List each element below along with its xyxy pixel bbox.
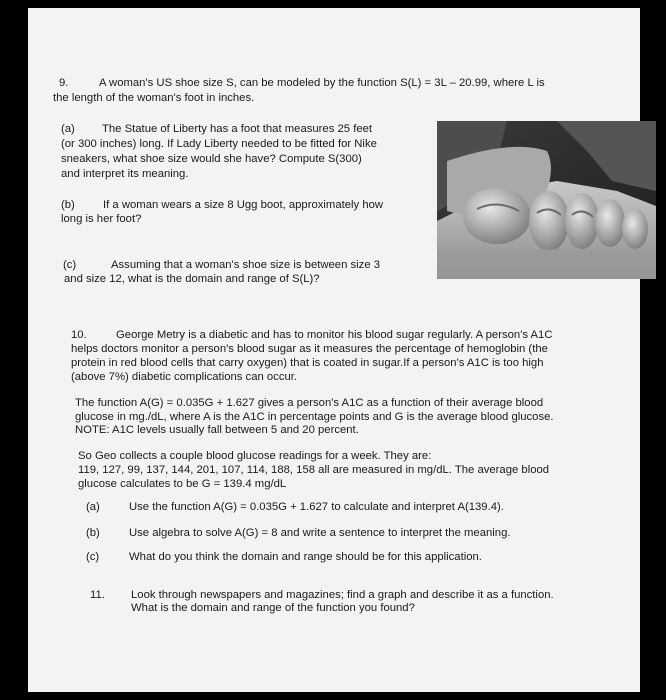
q10-a-text: Use the function A(G) = 0.035G + 1.627 to calculate and interpret A(139.4). xyxy=(129,501,504,513)
q9-intro-line1: A woman's US shoe size S, can be modeled by the function S(L) = 3L – 20.99, where L is xyxy=(99,77,545,89)
q10-p3-line3: glucose calculates to be G = 139.4 mg/dL xyxy=(78,478,287,490)
q9-a-label: (a) xyxy=(61,123,75,135)
q9-c-label: (c) xyxy=(63,259,77,271)
q9-b-label: (b) xyxy=(61,199,75,211)
q10-b-text: Use algebra to solve A(G) = 8 and write a sentence to interpret the meaning. xyxy=(129,527,511,539)
statue-foot-photo xyxy=(437,121,656,279)
q10-b-label: (b) xyxy=(86,527,100,539)
q9-c-line2: and size 12, what is the domain and range of S(L)? xyxy=(64,273,320,285)
q11-number: 11. xyxy=(90,589,105,601)
q9-b-line2: long is her foot? xyxy=(61,213,142,225)
q10-p2-line1: The function A(G) = 0.035G + 1.627 gives a person's A1C as a function of their average blood xyxy=(75,397,544,409)
q9-a-line4: and interpret its meaning. xyxy=(61,168,189,180)
q10-p3-line1: So Geo collects a couple blood glucose readings for a week. They are: xyxy=(78,450,432,462)
q10-p1-line3: protein in red blood cells that carry oxygen) that is coated in sugar.If a person's A1C is too high xyxy=(71,357,544,369)
q9-c-line1: Assuming that a woman's shoe size is between size 3 xyxy=(111,259,381,271)
q10-p3-line2: 119, 127, 99, 137, 144, 201, 107, 114, 188, 158 all are measured in mg/dL. The average blood xyxy=(78,464,550,476)
q10-c-label: (c) xyxy=(86,551,100,563)
q10-number: 10. xyxy=(71,329,87,341)
q11-line1: Look through newspapers and magazines; find a graph and describe it as a function. xyxy=(131,589,554,601)
q9-a-line3: sneakers, what shoe size would she have? Compute S(300) xyxy=(61,153,362,165)
q9-a-line2: (or 300 inches) long. If Lady Liberty needed to be fitted for Nike xyxy=(61,138,377,150)
q10-p1-line2: helps doctors monitor a person's blood sugar as it measures the percentage of hemoglobin (the xyxy=(71,343,548,355)
q10-c-text: What do you think the domain and range should be for this application. xyxy=(129,551,482,563)
q11-line2: What is the domain and range of the function you found? xyxy=(131,602,415,614)
q10-p2-line3: NOTE: A1C levels usually fall between 5 and 20 percent. xyxy=(75,424,359,436)
q10-a-label: (a) xyxy=(86,501,100,513)
q10-p1-line4: (above 7%) diabetic complications can occur. xyxy=(71,371,298,383)
q9-number: 9. xyxy=(59,77,69,89)
q9-b-line1: If a woman wears a size 8 Ugg boot, approximately how xyxy=(103,199,384,211)
q10-p1-line1: George Metry is a diabetic and has to monitor his blood sugar regularly. A person's A1C xyxy=(116,329,553,341)
q9-intro-line2: the length of the woman's foot in inches. xyxy=(53,92,255,104)
q10-p2-line2: glucose in mg./dL, where A is the A1C in percentage points and G is the average blood glucose. xyxy=(75,411,554,423)
q9-a-line1: The Statue of Liberty has a foot that measures 25 feet xyxy=(102,123,373,135)
